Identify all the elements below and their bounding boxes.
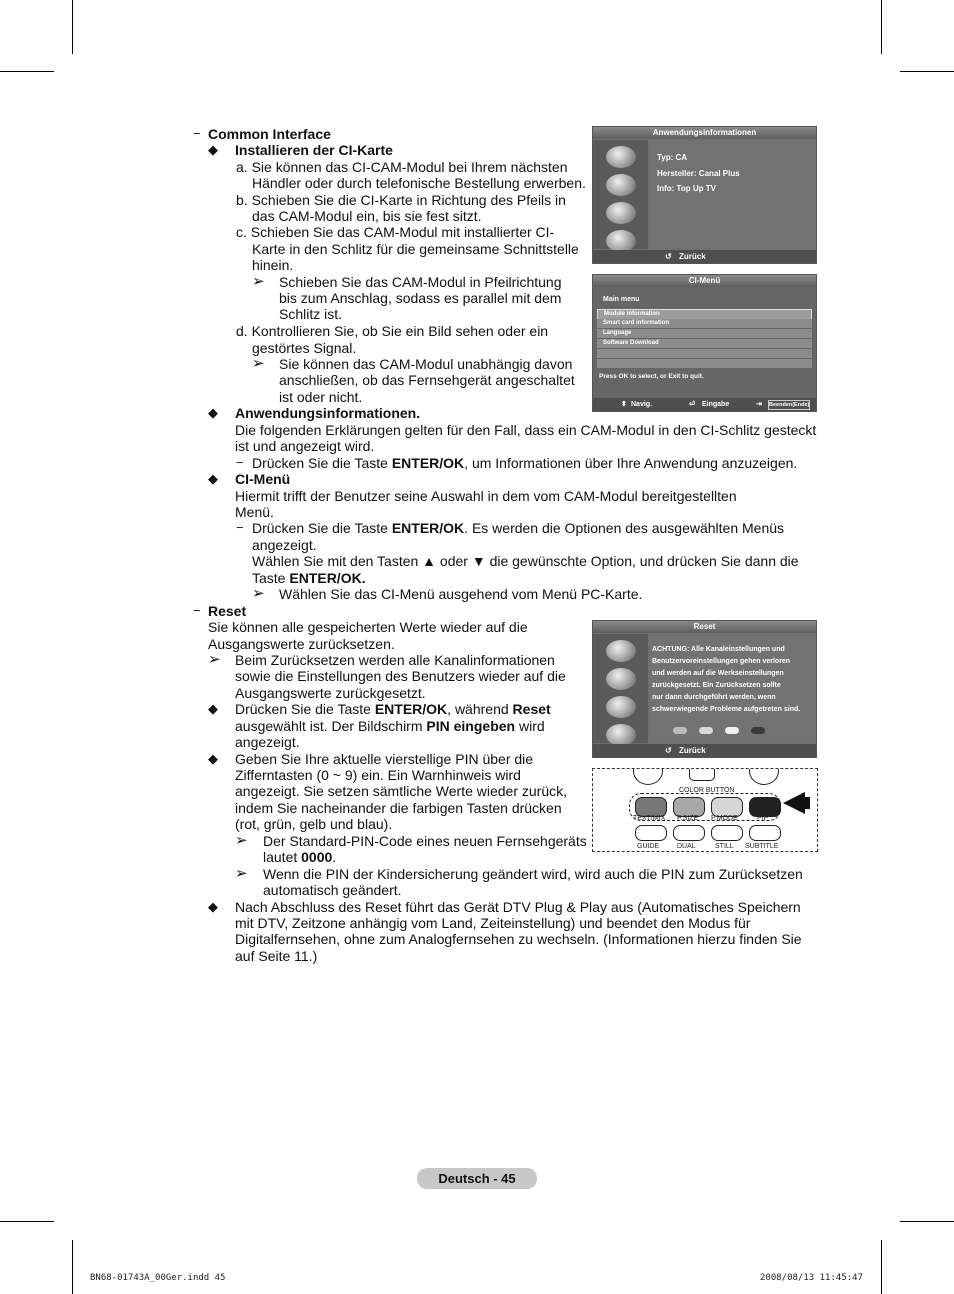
text-line: Hiermit trifft der Benutzer seine Auswahl in dem vom CAM-Modul bereitgestellten <box>235 488 737 504</box>
remote-label: STILL <box>715 843 734 850</box>
diamond-marker: ◆ <box>208 471 218 486</box>
remote-label: PIP <box>757 815 769 822</box>
text-line: indem Sie nacheinander die farbigen Tasten drücken <box>235 800 562 816</box>
text-line: d. Kontrollieren Sie, ob Sie ein Bild sehen oder ein <box>236 323 549 339</box>
exit-icon: ⇥ <box>756 401 762 408</box>
enter-label: Eingabe <box>702 401 730 408</box>
subheading-appinfo: Anwendungsinformationen. <box>235 405 421 421</box>
text-line: Drücken Sie die Taste ENTER/OK, während Reset <box>235 701 551 717</box>
note-arrow-icon: ➢ <box>252 585 265 602</box>
note-arrow-icon: ➢ <box>252 355 265 372</box>
remote-label: GUIDE <box>637 843 660 850</box>
text-line: c. Schieben Sie das CAM-Modul mit installierter CI- <box>236 224 555 240</box>
menu-hint: Press OK to select, or Exit to quit. <box>599 373 704 380</box>
menu-item-module-information[interactable]: Module information <box>597 309 812 320</box>
remote-label: SUBTITLE <box>745 843 779 850</box>
warning-line: und werden auf die Werkseinstellungen <box>652 670 784 677</box>
text-line: ausgewählt ist. Der Bildschirm PIN eingeben wird <box>235 718 545 734</box>
text-line: ist und angezeigt wird. <box>235 438 375 454</box>
text-line: Ausgangswerte zurücksetzen. <box>208 636 395 652</box>
remote-illustration <box>592 768 818 852</box>
picture-menu-icon <box>606 640 636 662</box>
green-button[interactable] <box>673 797 705 817</box>
diamond-marker: ◆ <box>208 899 218 914</box>
back-label: Zurück <box>679 746 706 755</box>
text-line: Karte in den Schlitz für die gemeinsame Schnittstelle <box>252 241 579 257</box>
dash-marker: − <box>193 126 201 141</box>
subheading-install: Installieren der CI-Karte <box>235 142 393 158</box>
text-line: (rot, grün, gelb und blau). <box>235 816 393 832</box>
note-arrow-icon: ➢ <box>235 832 248 849</box>
tv-screen-cimenu <box>592 274 817 412</box>
remote-label: P.SIZE <box>677 815 699 822</box>
text-line: angezeigt. <box>235 734 300 750</box>
pin-dot <box>673 727 687 734</box>
text-line: Die folgenden Erklärungen gelten für den Fall, dass ein CAM-Modul in den CI-Schlitz gesteckt <box>235 422 817 438</box>
input-menu-icon <box>606 230 636 252</box>
note-arrow-icon: ➢ <box>235 865 248 882</box>
text-line: Taste ENTER/OK. <box>252 570 366 586</box>
dash-marker: − <box>236 520 244 535</box>
setup-menu-icon <box>606 202 636 224</box>
pin-dot <box>751 727 765 734</box>
screen-title: Reset <box>593 621 816 633</box>
text-line: Wählen Sie mit den Tasten ▲ oder ▼ die gewünschte Option, und drücken Sie dann die <box>252 553 799 569</box>
menu-item-software-download[interactable]: Software Download <box>597 339 812 348</box>
text-line: automatisch geändert. <box>263 882 402 898</box>
text-line: b. Schieben Sie die CI-Karte in Richtung des Pfeils in <box>236 192 566 208</box>
text-line: Drücken Sie die Taste ENTER/OK, um Informationen über Ihre Anwendung anzuzeigen. <box>252 455 798 471</box>
crop-mark <box>72 0 73 54</box>
subtitle-button[interactable] <box>749 825 781 841</box>
blue-button[interactable] <box>749 797 781 817</box>
warning-line: schwerwiegende Probleme aufgetreten sind. <box>652 706 801 713</box>
crop-mark <box>900 71 954 72</box>
screen-footer <box>593 250 816 263</box>
warning-line: Benutzervoreinstellungen gehen verloren <box>652 658 791 665</box>
text-line: Geben Sie Ihre aktuelle vierstellige PIN über die <box>235 751 534 767</box>
crop-mark <box>0 1221 54 1222</box>
text-line: Beim Zurücksetzen werden alle Kanalinformationen <box>235 652 555 668</box>
crop-mark <box>881 0 882 54</box>
sound-menu-icon <box>606 174 636 196</box>
enter-icon: ⏎ <box>689 401 695 408</box>
still-button[interactable] <box>711 825 743 841</box>
text-line: Händler oder durch telefonische Bestellung erwerben. <box>252 175 586 191</box>
tv-screen-reset <box>592 620 817 758</box>
crop-mark <box>72 1240 73 1294</box>
exit-label: Beenden(Ende) <box>769 402 810 408</box>
menu-item-empty <box>597 349 812 358</box>
text-line: Drücken Sie die Taste ENTER/OK. Es werden die Optionen des ausgewählten Menüs <box>252 520 785 536</box>
text-line: Der Standard-PIN-Code eines neuen Fernsehgeräts <box>263 833 587 849</box>
diamond-marker: ◆ <box>208 142 218 157</box>
text-line: mit DTV, Zeitzone anhängig vom Land, Zeiteinstellung) und beendet den Modus für <box>235 915 751 931</box>
screen-title: CI-Menü <box>593 275 816 287</box>
info-info: Info: Top Up TV <box>657 184 716 193</box>
file-info: BN68-01743A_00Ger.indd 45 <box>90 1273 226 1283</box>
guide-button[interactable] <box>635 825 667 841</box>
print-date: 2008/08/13 11:45:47 <box>760 1273 863 1283</box>
info-type: Typ: CA <box>657 153 688 162</box>
text-line: a. Sie können das CI-CAM-Modul bei Ihrem nächsten <box>236 159 568 175</box>
screen-sidebar <box>593 140 648 249</box>
back-label: Zurück <box>679 252 706 261</box>
text-line: Zifferntasten (0 ~ 9) ein. Ein Warnhinweis wird <box>235 767 521 783</box>
text-line: Sie können alle gespeicherten Werte wieder auf die <box>208 619 528 635</box>
text-line: lautet 0000. <box>263 849 337 865</box>
dash-marker: − <box>236 455 244 470</box>
dual-button[interactable] <box>673 825 705 841</box>
menu-item-smart-card-information[interactable]: Smart card information <box>597 319 812 328</box>
info-manufacturer: Hersteller: Canal Plus <box>657 169 740 178</box>
warning-line: nur dann durchgeführt werden, wenn <box>652 694 776 701</box>
menu-item-language[interactable]: Language <box>597 329 812 338</box>
yellow-button[interactable] <box>711 797 743 817</box>
nav-label: Navig. <box>631 401 653 408</box>
text-line: angezeigt. <box>252 537 317 553</box>
diamond-marker: ◆ <box>208 751 218 766</box>
pointer-arrow-icon <box>783 792 805 814</box>
text-line: Digitalfernsehen, ohne zum Analogfernsehen zu wechseln. (Informationen hierzu finden Sie <box>235 931 802 947</box>
color-button-label: COLOR BUTTON <box>679 787 735 794</box>
pin-dot <box>699 727 713 734</box>
text-line: Menü. <box>235 504 274 520</box>
remote-button-top <box>633 768 663 785</box>
pointer-arrow-bar <box>804 797 810 809</box>
text-line: ist oder nicht. <box>279 389 363 405</box>
remote-label: TEXT/MIX <box>633 815 666 822</box>
section-heading-reset: Reset <box>208 603 247 619</box>
screen-body <box>649 140 816 249</box>
text-line: hinein. <box>252 257 294 273</box>
screen-sidebar <box>593 634 648 743</box>
return-icon: ↺ <box>665 252 672 261</box>
updown-icon: ⬍ <box>621 401 627 408</box>
crop-mark <box>881 1240 882 1294</box>
main-menu-label: Main menu <box>603 296 640 303</box>
text-line: das CAM-Modul ein, bis sie fest sitzt. <box>252 208 482 224</box>
remote-button-top <box>749 768 779 785</box>
text-line: auf Seite 11.) <box>235 948 318 964</box>
picture-menu-icon <box>606 146 636 168</box>
input-menu-icon <box>606 724 636 746</box>
setup-menu-icon <box>606 696 636 718</box>
remote-label: DUAL <box>677 843 696 850</box>
page-number: Deutsch - 45 <box>417 1168 537 1189</box>
text-line: angezeigt. Sie setzen sämtliche Werte wieder zurück, <box>235 783 568 799</box>
screen-title: Anwendungsinformationen <box>593 127 816 139</box>
text-line: Schlitz ist. <box>279 306 343 322</box>
note-arrow-icon: ➢ <box>208 651 221 668</box>
screen-body <box>649 634 816 743</box>
dash-marker: − <box>193 603 201 618</box>
red-button[interactable] <box>635 797 667 817</box>
tv-screen-appinfo <box>592 126 817 264</box>
section-heading-common-interface: Common Interface <box>208 126 331 142</box>
text-line: sowie die Einstellungen des Benutzers wieder auf die <box>235 668 566 684</box>
text-line: Sie können das CAM-Modul unabhängig davon <box>279 356 573 372</box>
screen-footer <box>593 398 816 411</box>
text-line: Wenn die PIN der Kindersicherung geändert wird, wird auch die PIN zum Zurücksetzen <box>263 866 803 882</box>
text-line: gestörtes Signal. <box>252 340 357 356</box>
return-icon: ↺ <box>665 746 672 755</box>
text-line: Wählen Sie das CI-Menü ausgehend vom Menü PC-Karte. <box>279 586 643 602</box>
crop-mark <box>900 1221 954 1222</box>
text-line: Ausgangswerte zurückgesetzt. <box>235 685 426 701</box>
remote-button-top <box>689 768 715 781</box>
text-line: anschließen, ob das Fernsehgerät angeschaltet <box>279 372 575 388</box>
diamond-marker: ◆ <box>208 701 218 716</box>
text-line: Nach Abschluss des Reset führt das Gerät DTV Plug & Play aus (Automatisches Speichern <box>235 899 801 915</box>
note-arrow-icon: ➢ <box>252 273 265 290</box>
diamond-marker: ◆ <box>208 405 218 420</box>
menu-item-empty <box>597 359 812 368</box>
remote-label: P.MODE <box>711 815 738 822</box>
warning-line: zurückgesetzt. Ein Zurücksetzen sollte <box>652 682 781 689</box>
pin-dot <box>725 727 739 734</box>
warning-line: ACHTUNG: Alle Kanaleinstellungen und <box>652 646 785 653</box>
subheading-cimenu: CI-Menü <box>235 471 291 487</box>
text-line: bis zum Anschlag, sodass es parallel mit dem <box>279 290 562 306</box>
screen-footer <box>593 744 816 757</box>
text-line: Schieben Sie das CAM-Modul in Pfeilrichtung <box>279 274 562 290</box>
sound-menu-icon <box>606 668 636 690</box>
crop-mark <box>0 71 54 72</box>
